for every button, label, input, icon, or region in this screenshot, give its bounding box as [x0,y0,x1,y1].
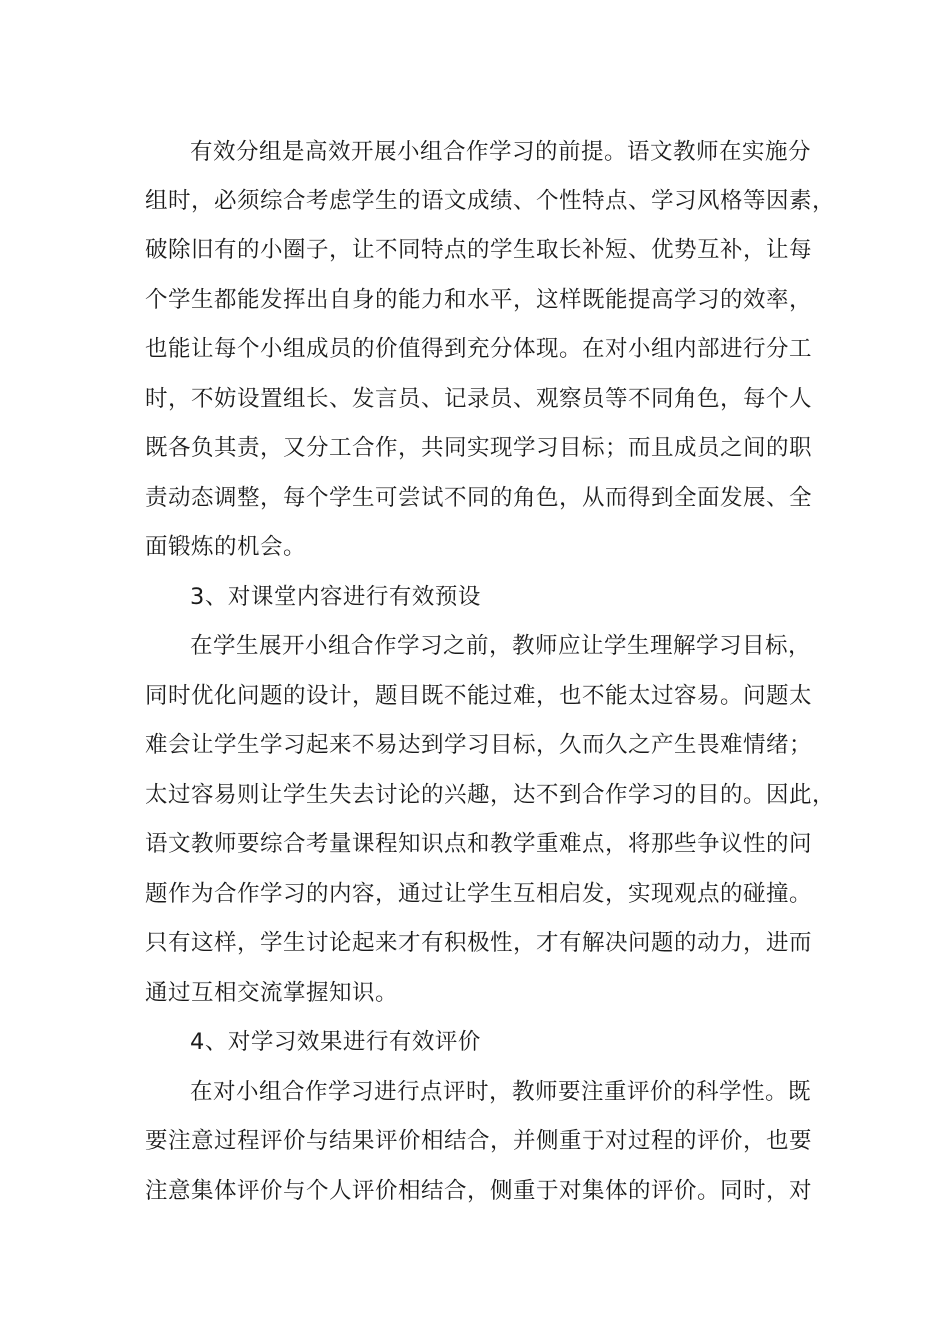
paragraph-line: 面锻炼的机会。 [145,534,307,560]
paragraph-line: 既各负其责，又分工合作，共同实现学习目标；而且成员之间的职 [145,435,813,461]
paragraph-line: 语文教师要综合考量课程知识点和教学重难点，将那些争议性的问 [145,831,813,857]
paragraph-line: 通过互相交流掌握知识。 [145,980,399,1006]
paragraph-line: 只有这样，学生讨论起来才有积极性，才有解决问题的动力，进而 [145,930,813,956]
paragraph-line: 难会让学生学习起来不易达到学习目标，久而久之产生畏难情绪； [145,732,813,758]
paragraph-line: 责动态调整，每个学生可尝试不同的角色，从而得到全面发展、全 [145,485,813,511]
section-heading: 4、对学习效果进行有效评价 [190,1029,481,1055]
paragraph-line: 有效分组是高效开展小组合作学习的前提。语文教师在实施分 [190,139,812,165]
paragraph-line: 组时，必须综合考虑学生的语文成绩、个性特点、学习风格等因素， [145,188,836,214]
paragraph-line: 破除旧有的小圈子，让不同特点的学生取长补短、优势互补，让每 [145,237,813,263]
paragraph-line: 要注意过程评价与结果评价相结合，并侧重于对过程的评价，也要 [145,1128,813,1154]
paragraph-line: 同时优化问题的设计，题目既不能过难，也不能太过容易。问题太 [145,683,813,709]
paragraph-line: 注意集体评价与个人评价相结合，侧重于对集体的评价。同时，对 [145,1178,813,1204]
paragraph-line: 个学生都能发挥出自身的能力和水平，这样既能提高学习的效率， [145,287,813,313]
paragraph-line: 题作为合作学习的内容，通过让学生互相启发，实现观点的碰撞。 [145,881,813,907]
paragraph-line: 太过容易则让学生失去讨论的兴趣，达不到合作学习的目的。因此， [145,782,836,808]
paragraph-line: 在对小组合作学习进行点评时，教师要注重评价的科学性。既 [190,1079,812,1105]
paragraph-line: 在学生展开小组合作学习之前，教师应让学生理解学习目标， [190,633,812,659]
section-heading: 3、对课堂内容进行有效预设 [190,584,481,610]
paragraph-line: 时，不妨设置组长、发言员、记录员、观察员等不同角色，每个人 [145,386,813,412]
paragraph-line: 也能让每个小组成员的价值得到充分体现。在对小组内部进行分工 [145,336,813,362]
